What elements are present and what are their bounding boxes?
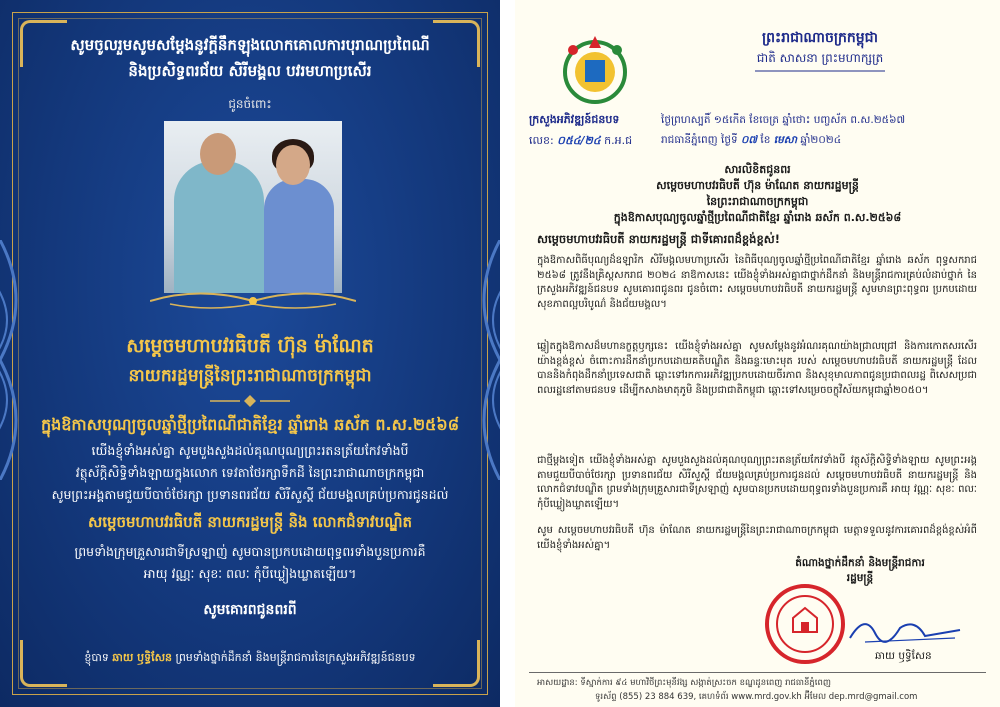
- paragraph-3: ជាថ្មីម្ដងទៀត យើងខ្ញុំទាំងអស់គ្នា សូមបួងសួងដល់គុណបុណ្យព្រះរតនត្រ័យកែវទាំងបី វត្ថុស័ក្ដិសិទ្ធិទាំងឡាយ សូមព្រះអង្គតាមជួយបីបាច់ថែរក្សា ប្រទានពរជ័យ សិរីសួស្ដី ជ័យមង្គលគ្រប់ប្រការជូនដល់ សម្ដេចមហាបវរធិបតី នាយករដ្ឋមន្ត្រី និង លោកជំទាវបណ្ឌិត ព្រមទាំងក្រុមគ្រួសារជាទីស្រឡាញ់ សូមបានប្រកបដោយពុទ្ធពរទាំងបួនប្រការគឺ អាយុ វណ្ណៈ សុខៈ ពលៈ កុំបីឃ្លៀងឃ្លាតឡើយ។: [537, 455, 977, 510]
- signatory-role: រដ្ឋមន្ត្រី: [846, 572, 874, 584]
- card-sender: [30, 651, 470, 667]
- card-body-line4: ព្រមទាំងក្រុមគ្រួសារជាទីស្រឡាញ់ សូមបានប្រកបដោយពុទ្ធពរទាំងបួនប្រការគឺ: [74, 544, 426, 559]
- paragraph-4: សូម សម្ដេចមហាបវរធិបតី ហ៊ុន ម៉ាណែត នាយករដ្ឋមន្ត្រីនៃព្រះរាជាណាចក្រកម្ពុជា មេត្តាទទួលនូវការគោរពដ៏ខ្ពង់ខ្ពស់អំពីយើងខ្ញុំទាំងអស់គ្នា។: [537, 525, 977, 551]
- lunar-date: ថ្ងៃ​ព្រហស្បតិ៍ ១៥កើត ខែចេត្រ ឆ្នាំថោះ បញ្ចស័ក ព.ស.២៥៦៧: [661, 114, 906, 126]
- paragraph-1: ក្នុងឱកាសពិធីបុណ្យដ៏ឧឡារិក សិរីមង្គលមហាប្រសើរ នៃពិធីបុណ្យចូលឆ្នាំថ្មីប្រពៃណីជាតិខ្មែរ ឆ្នាំរោង ឆស័ក ពុទ្ធសករាជ ២៥៦៨ ត្រូវនឹងគ្រិស្តសករាជ ២០២៤ នាឱកាសនេះ យើងខ្ញុំទាំងអស់គ្នាជាថ្នាក់ដឹកនាំ និងមន្ត្រីរាជការគ្រប់លំដាប់ថ្នាក់ នៃក្រសួងអភិវឌ្ឍន៍ជនបទ សូមគោរពជូនពរ ជូនចំពោះ សម្ដេចមហាបវរធិបតី នាយករដ្ឋមន្ត្រី សូមមានព្រះពុទ្ធពរ ប្រកបដោយសុខភាពល្អបរិបូណ៌ និងជ័យមង្គល។: [537, 255, 977, 310]
- letter-heading3: នៃព្រះរាជាណាចក្រកម្ពុជា: [706, 195, 809, 208]
- date-year: ឆ្នាំ២០២៤: [800, 134, 842, 146]
- card-honoree-name: សម្ដេចមហាបវរធិបតី ហ៊ុន ម៉ាណែត: [126, 335, 374, 357]
- divider-ornament-icon: [210, 393, 290, 409]
- ministry-name: ក្រសួងអភិវឌ្ឍន៍ជនបទ: [529, 113, 620, 126]
- card-header-line1: សូមចូលរួមសូមសម្ដែងនូវក្ដីនឹកឡុងលោកគោលការបុរាណប្រពៃណី: [70, 36, 430, 54]
- national-motto: ជាតិ សាសនា ព្រះមហាក្សត្រ: [756, 51, 884, 65]
- gold-ornament-icon: [150, 290, 356, 312]
- date-month: មេសា: [773, 134, 798, 146]
- ref-number: ០៥៤/២៤: [557, 134, 601, 147]
- ref-label: លេខ:: [529, 134, 554, 147]
- card-event-line: ក្នុងឱកាសបុណ្យចូលឆ្នាំថ្មីប្រពៃណីជាតិខ្មែរ ឆ្នាំរោង ឆស័ក ព.ស.២៥៦៨: [40, 415, 460, 434]
- date-month-label: ខែ: [760, 134, 771, 146]
- kingdom-title: ព្រះរាជាណាចក្រកម្ពុជា: [761, 30, 878, 46]
- footer-divider: [529, 672, 986, 673]
- card-body-line5: អាយុ វណ្ណៈ សុខៈ ពលៈ កុំបីឃ្លៀងឃ្លាតឡើយ។: [143, 566, 357, 581]
- signature-icon: [845, 608, 965, 648]
- sender-suffix: ព្រមទាំងថ្នាក់ដឹកនាំ និងមន្ត្រីរាជការនៃក្រសួងអភិវឌ្ឍន៍ជនបទ: [175, 651, 416, 664]
- official-letter: [515, 0, 1000, 707]
- date-day: ០៧: [741, 134, 758, 146]
- letter-heading4: ក្នុងឱកាសបុណ្យចូលឆ្នាំថ្មីប្រពៃណីជាតិខ្មែរ ឆ្នាំរោង ឆស័ក ព.ស.២៥៦៨: [613, 211, 902, 224]
- card-to-label: ជូនចំពោះ: [228, 97, 272, 111]
- date-prefix: រាជធានីភ្នំពេញ ថ្ងៃទី: [661, 134, 738, 146]
- card-honoree-name2: សម្ដេចមហាបវរធិបតី នាយករដ្ឋមន្ត្រី និង លោកជំទាវបណ្ឌិត: [87, 513, 413, 531]
- ref-suffix: ក.អ.ជ: [604, 134, 633, 147]
- paragraph-2: ឆ្លៀតក្នុងឱកាសដ៏មហានក្ខត្តឫក្សនេះ យើងខ្ញុំទាំងអស់គ្នា សូមសម្ដែងនូវអំណរគុណយ៉ាងជ្រាលជ្រៅ និងការកោតសរសើរយ៉ាងខ្ពង់ខ្ពស់ ចំពោះការដឹកនាំប្រកបដោយគតិបណ្ឌិត និងឆន្ទៈមោះមុត របស់ សម្ដេចមហាបវរធិបតី នាយករដ្ឋមន្ត្រី ដែលបាននិងកំពុងដឹកនាំប្រទេសជាតិ ឆ្ពោះទៅរកការអភិវឌ្ឍប្រកបដោយចីរភាព និងសុខុមាលភាពជូនប្រជាពលរដ្ឋ ពិសេសប្រជាពលរដ្ឋនៅតាមជនបទ ដើម្បីកសាងមាតុភូមិ និងប្រជាជាតិកម្ពុជា ឆ្ពោះទៅសម្រេចចក្ខុវិស័យកម្ពុជាឆ្នាំ២០៥០។: [537, 341, 977, 396]
- card-body-line3: សូមព្រះអង្គតាមជួយបីបាច់ថែរក្សា ប្រទានពរជ័យ សិរីសួស្ដី ជ័យមង្គលគ្រប់ប្រការជូនដល់: [51, 487, 449, 502]
- salutation: សម្ដេចមហាបវរធិបតី នាយករដ្ឋមន្ត្រី ជាទីគោរពដ៏ខ្ពង់ខ្ពស់!: [537, 232, 780, 246]
- card-body-line2: វត្ថុស័ក្ដិសិទ្ធិទាំងឡាយក្នុងលោក ទេវតាថែរក្សាទឹកដី នៃព្រះរាជាណាចក្រកម្ពុជា: [75, 465, 425, 480]
- side-ornament-icon: [468, 240, 500, 480]
- card-honoree-title: នាយករដ្ឋមន្ត្រីនៃព្រះរាជាណាចក្រកម្ពុជា: [128, 366, 372, 386]
- footer-contact: ទូរស័ព្ទ (855) 23 884 639, គេហទំព័រ www.mrd.gov.kh អ៊ីមែល dep.mrd@gmail.com: [595, 692, 918, 702]
- side-ornament-icon: [0, 240, 32, 480]
- ministry-logo-icon: [555, 30, 635, 110]
- footer-address: អាសយដ្ឋាន: ទីស្នាក់ការ ៩៤ មហាវិថីព្រះមុនីវង្ស សង្កាត់ស្រះចក ខណ្ឌដូនពេញ រាជធានីភ្នំពេញ: [537, 678, 831, 688]
- card-header-line2: និងប្រសិទ្ធពរជ័យ សិរីមង្គល បវរមហាប្រសើរ: [128, 62, 372, 80]
- card-body-line1: យើងខ្ញុំទាំងអស់គ្នា សូមបួងសួងដល់គុណបុណ្យព្រះរតនត្រ័យកែវទាំងបី: [91, 443, 409, 458]
- sender-name: ឆាយ ឫទ្ធិសែន: [112, 651, 173, 664]
- official-stamp-icon: [763, 582, 847, 666]
- signatory-title: តំណាងថ្នាក់ដឹកនាំ និងមន្ត្រីរាជការ: [795, 557, 925, 569]
- signer-name: ឆាយ ឫទ្ធិសែន: [875, 650, 932, 662]
- reference-number: [529, 134, 632, 150]
- solar-date: [661, 134, 841, 149]
- sender-prefix: ខ្ញុំបាទ: [84, 651, 109, 664]
- portrait-photo: [164, 121, 342, 293]
- motto-divider-icon: [755, 68, 885, 74]
- letter-heading1: សារលិខិតជូនពរ: [724, 163, 791, 176]
- letter-heading2: សម្ដេចមហាបវរធិបតី ហ៊ុន ម៉ាណែត នាយករដ្ឋមន្ត្រី: [656, 179, 859, 192]
- card-closing: សូមគោរពជូនពរពី: [203, 602, 297, 618]
